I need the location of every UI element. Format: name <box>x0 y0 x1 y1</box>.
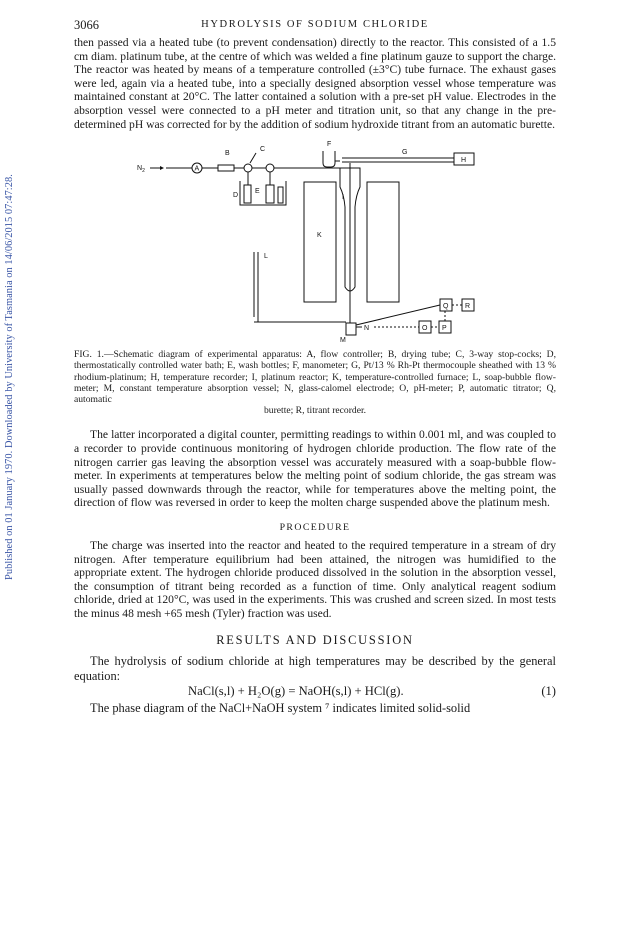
paragraph-phase-diagram: The phase diagram of the NaCl+NaOH system ⁷ indicates limited solid-solid <box>90 700 471 715</box>
svg-text:F: F <box>327 141 332 149</box>
svg-text:Q: Q <box>443 303 449 311</box>
running-title: HYDROLYSIS OF SODIUM CHLORIDE <box>201 19 429 30</box>
wash-bottle-1 <box>244 185 251 203</box>
svg-text:H: H <box>461 157 467 165</box>
apparatus-diagram <box>74 137 556 349</box>
paragraph-recorder: The latter incorporated a digital counter, permitting readings to within 0.001 ml, and was coupled to a recorder to provide continuous monitoring of hydrogen chloride production. The flow rate of the nitrogen carrier gas leaving the absorption vessel was accurately measured with a soap-bubble flow-meter. In experiments at temperatures below the melting point of sodium chloride, the gas stream was usually passed downwards through the reactor, while for temperatures above the melting point, the direction of flow was reversed in order to keep the molten charge suspended above the platinum mesh. <box>74 428 556 510</box>
drying-tube-b <box>218 165 234 171</box>
stopcock-c2 <box>266 164 274 172</box>
figure-1 <box>74 137 556 349</box>
svg-text:B: B <box>225 150 230 158</box>
svg-text:E: E <box>255 188 260 196</box>
page-header <box>74 16 556 36</box>
furnace-k-left <box>304 182 336 302</box>
svg-text:G: G <box>402 149 408 157</box>
stopcock-c1 <box>244 164 252 172</box>
svg-text:O: O <box>422 325 428 333</box>
equation-number: (1) <box>541 683 556 698</box>
equation-text: NaCl(s,l) + H₂O(g) = NaOH(s,l) + HCl(g). <box>188 683 404 698</box>
svg-text:K: K <box>317 232 322 240</box>
wash-bottle-2 <box>266 185 274 203</box>
furnace-k-right <box>367 182 399 302</box>
section-heading-procedure: PROCEDURE <box>279 521 351 533</box>
paragraph-results-intro: The hydrolysis of sodium chloride at high temperatures may be described by the general equation: <box>74 653 556 683</box>
download-watermark: Published on 01 January 1970. Downloaded by University of Tasmania on 14/06/2015 07:47:28. <box>4 174 15 580</box>
label-n2: $N_2$ <box>137 165 145 175</box>
svg-text:M: M <box>340 337 346 345</box>
svg-text:P: P <box>442 325 447 333</box>
svg-text:I: I <box>342 194 344 202</box>
page-number: 3066 <box>74 18 99 32</box>
equation-1 <box>74 684 556 701</box>
svg-text:N: N <box>364 325 370 333</box>
svg-text:D: D <box>233 192 239 200</box>
burette-feed-line <box>356 305 440 325</box>
figure-caption: FIG. 1.—Schematic diagram of experimental apparatus: A, flow controller; B, drying tube; C, 3-way stop-cocks; D, thermostatically controlled water bath; E, wash bottles; F, manometer; G, Pt/13 % Rh-Pt thermocouple sheathed with 13 % rhodium-platinum; H, temperature recorder; I, platinum reactor; K, temperature-controlled furnace; L, soap-bubble flow-meter; M, constant temperature absorption vessel; N, glass-calomel electrode; O, pH-meter; P, automatic titrator; Q, automatic burette; R, titrant recorder. <box>74 349 556 417</box>
section-heading-results: RESULTS AND DISCUSSION <box>216 632 414 647</box>
c-leader-line <box>250 153 256 163</box>
wash-bottle-3 <box>278 187 283 203</box>
paragraph-apparatus-continued: then passed via a heated tube (to prevent condensation) directly to the reactor. This consisted of a 1.5 cm diam. platinum tube, at the centre of which was welded a fine platinum gauze to support the charge. The reactor was heated by means of a temperature controlled (±3°C) tube furnace. The exhaust gases were led, again via a heated tube, into a specially designed absorption vessel whose temperature was maintained constant at 20°C. The latter contained a solution with a pre-set pH value. Electrodes in the absorption vessel were connected to a pH meter and titration unit, so that any change in the pre-determined pH was corrected for by the addition of sodium hydroxide titrant from an automatic burette. <box>74 36 556 131</box>
manometer-f <box>323 151 335 167</box>
absorption-vessel-m <box>346 323 356 335</box>
svg-text:C: C <box>260 146 266 154</box>
svg-text:L: L <box>264 253 268 261</box>
svg-text:R: R <box>465 303 471 311</box>
paragraph-procedure: The charge was inserted into the reactor and heated to the required temperature in a stream of dry nitrogen. After temperature equilibrium had been attained, the nitrogen was humidified to the appropriate extent. The hydrogen chloride produced dissolved in the solution in the absorption vessel, the consumption of titrant being recorded as a function of time. Only analytical reagent sodium chloride, dried at 120°C, was used in the experiments. This was crushed and screen sized. In most tests the minus 48 mesh +65 mesh (Tyler) fraction was used. <box>74 538 556 620</box>
paper-page <box>74 16 556 716</box>
n2-arrowhead <box>160 166 164 170</box>
svg-text:A: A <box>194 165 200 173</box>
